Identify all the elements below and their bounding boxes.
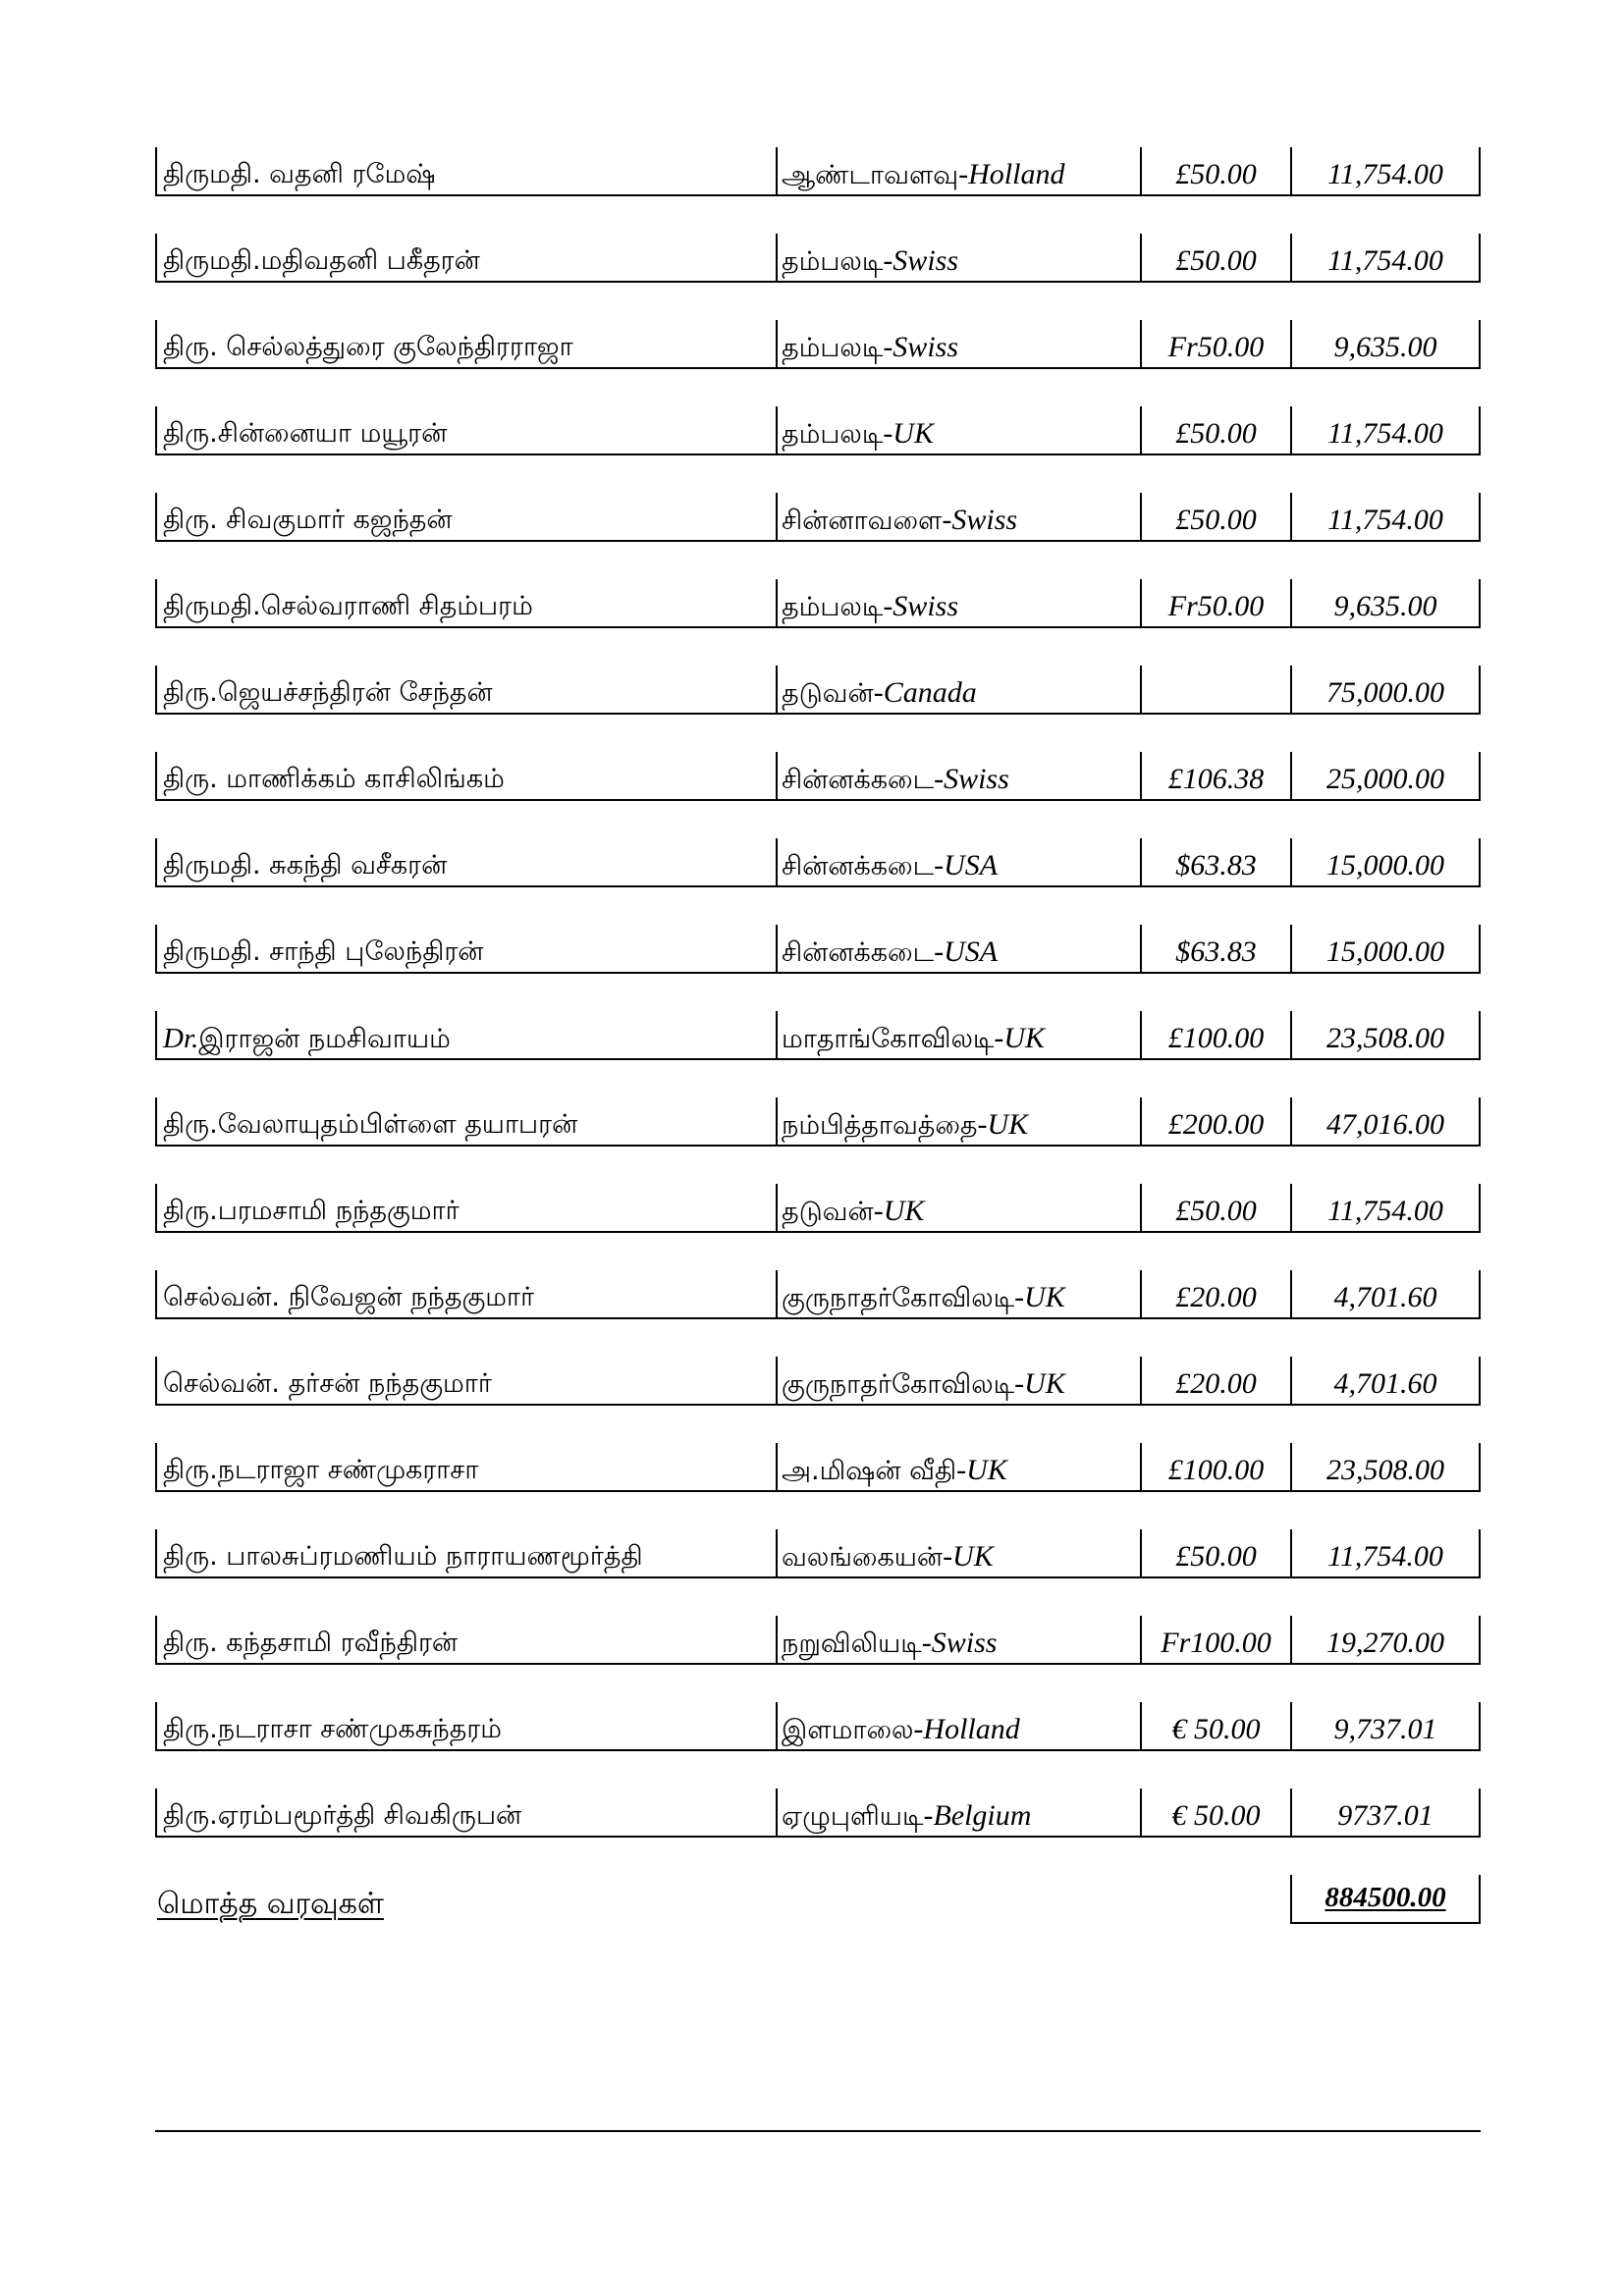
foreign-amount-cell: £106.38: [1140, 752, 1290, 799]
ledger-row: [155, 1616, 1481, 1665]
donor-country: -Swiss: [934, 763, 1009, 795]
foreign-amount-cell: £200.00: [1140, 1097, 1290, 1145]
donor-place: மாதாங்கோவிலடி: [782, 1024, 995, 1054]
donor-name-cell: [155, 666, 776, 713]
donor-place: சின்னக்கடை: [782, 765, 935, 795]
donor-country: -UK: [883, 417, 934, 450]
rupee-amount-cell: 9,635.00: [1290, 320, 1481, 367]
donor-place: வலங்கையன்: [782, 1542, 944, 1573]
donor-name: திரு. செல்லத்துரை குலேந்திரராஜா: [163, 332, 573, 362]
donor-name: திரு. சிவகுமார் கஜந்தன்: [163, 505, 453, 535]
donor-name: திரு.சின்னையா மயூரன்: [163, 418, 448, 449]
donor-name: திரு.பரமசாமி நந்தகுமார்: [163, 1196, 460, 1226]
ledger-row: [155, 838, 1481, 887]
donor-place: குருநாதர்கோவிலடி: [782, 1283, 1015, 1313]
donor-country: -Canada: [873, 676, 977, 709]
donor-country: -Holland: [913, 1713, 1020, 1745]
donor-place: சின்னாவளை: [782, 506, 943, 536]
donor-place-cell: [776, 666, 1140, 713]
donor-name: திருமதி.மதிவதனி பகீதரன்: [163, 245, 480, 276]
donor-country: -Swiss: [942, 504, 1018, 536]
donor-place-cell: [776, 1616, 1140, 1663]
donor-place-cell: [776, 1184, 1140, 1231]
rupee-amount-cell: 23,508.00: [1290, 1011, 1481, 1058]
donor-country: -UK: [943, 1540, 994, 1573]
donor-name-cell: [155, 1011, 776, 1058]
donor-place: தம்பலடி: [782, 419, 884, 450]
ledger-row: [155, 1270, 1481, 1319]
rupee-amount-cell: 23,508.00: [1290, 1443, 1481, 1490]
foreign-amount-cell: £100.00: [1140, 1011, 1290, 1058]
ledger-row: [155, 1357, 1481, 1406]
ledger-row: [155, 1702, 1481, 1751]
ledger-row: [155, 1529, 1481, 1578]
donor-name: திரு.வேலாயுதம்பிள்ளை தயாபரன்: [163, 1109, 578, 1140]
ledger-row: [155, 1443, 1481, 1492]
donor-name: திரு. பாலசுப்ரமணியம் நாராயணமூர்த்தி: [163, 1541, 643, 1572]
donor-place: தம்பலடி: [782, 333, 884, 363]
donor-place-cell: [776, 1270, 1140, 1317]
rupee-amount-cell: 4,701.60: [1290, 1357, 1481, 1404]
ledger-row: [155, 406, 1481, 455]
donation-ledger-table: [155, 147, 1481, 1924]
rupee-amount-cell: 75,000.00: [1290, 666, 1481, 713]
foreign-amount-cell: Fr100.00: [1140, 1616, 1290, 1663]
rupee-amount-cell: 9,635.00: [1290, 579, 1481, 626]
donor-name: திரு.நடராஜா சண்முகராசா: [163, 1455, 479, 1485]
rupee-amount-cell: 11,754.00: [1290, 147, 1481, 194]
donor-name: செல்வன். தர்சன் நந்தகுமார்: [163, 1368, 492, 1399]
donor-place: தம்பலடி: [782, 592, 884, 622]
rupee-amount-cell: 47,016.00: [1290, 1097, 1481, 1145]
donor-place-cell: [776, 1789, 1140, 1836]
ledger-row: [155, 1184, 1481, 1233]
donor-name: செல்வன். நிவேஜன் நந்தகுமார்: [163, 1282, 535, 1312]
donor-country: -UK: [1014, 1367, 1065, 1400]
donor-place-cell: [776, 1357, 1140, 1404]
donor-country: -USA: [934, 849, 999, 881]
rupee-amount-cell: 9,737.01: [1290, 1702, 1481, 1749]
donor-country: -UK: [994, 1022, 1046, 1054]
donor-place-cell: [776, 234, 1140, 281]
donor-place: ஆண்டாவளவு: [782, 160, 959, 190]
donor-name-cell: [155, 1357, 776, 1404]
donor-name: திருமதி. சாந்தி புலேந்திரன்: [163, 936, 484, 967]
donor-name-cell: [155, 925, 776, 972]
footer-rule: [155, 2130, 1481, 2132]
donor-country: -UK: [977, 1108, 1029, 1141]
rupee-amount-cell: 9737.01: [1290, 1789, 1481, 1836]
donor-name: இராஜன் நமசிவாயம்: [198, 1024, 451, 1054]
donor-place: சின்னக்கடை: [782, 851, 935, 881]
donor-name-cell: [155, 1184, 776, 1231]
donor-country: -Swiss: [883, 590, 958, 622]
donor-place: தடுவன்: [782, 678, 874, 709]
donor-place: ஏழுபுளியடி: [782, 1801, 924, 1832]
donor-name: திருமதி. சுகந்தி வசீகரன்: [163, 850, 448, 881]
foreign-amount-cell: £50.00: [1140, 147, 1290, 194]
donor-name-cell: [155, 1702, 776, 1749]
donor-country: -UK: [873, 1195, 925, 1227]
rupee-amount-cell: 25,000.00: [1290, 752, 1481, 799]
donor-place-cell: [776, 493, 1140, 540]
donor-place-cell: [776, 752, 1140, 799]
donor-name: திருமதி.செல்வராணி சிதம்பரம்: [163, 591, 533, 621]
ledger-row: [155, 925, 1481, 974]
ledger-row: [155, 320, 1481, 369]
foreign-amount-cell: Fr50.00: [1140, 579, 1290, 626]
ledger-row: [155, 579, 1481, 628]
ledger-row: [155, 752, 1481, 801]
rupee-amount-cell: 11,754.00: [1290, 234, 1481, 281]
donor-name-cell: [155, 752, 776, 799]
foreign-amount-cell: £50.00: [1140, 1184, 1290, 1231]
foreign-amount-cell: [1140, 666, 1290, 713]
donor-place-cell: [776, 1097, 1140, 1145]
foreign-amount-cell: £20.00: [1140, 1270, 1290, 1317]
foreign-amount-cell: £50.00: [1140, 234, 1290, 281]
rupee-amount-cell: 15,000.00: [1290, 838, 1481, 885]
donor-name: திரு. மாணிக்கம் காசிலிங்கம்: [163, 764, 505, 794]
donor-name-cell: [155, 234, 776, 281]
rupee-amount-cell: 11,754.00: [1290, 1529, 1481, 1576]
rupee-amount-cell: 11,754.00: [1290, 1184, 1481, 1231]
donor-place-cell: [776, 1011, 1140, 1058]
donor-country: -UK: [1014, 1281, 1065, 1313]
donor-place: சின்னக்கடை: [782, 937, 935, 968]
donor-country: -USA: [934, 935, 999, 968]
foreign-amount-cell: £50.00: [1140, 493, 1290, 540]
donor-place-cell: [776, 406, 1140, 454]
foreign-amount-cell: £50.00: [1140, 1529, 1290, 1576]
donor-name-cell: [155, 493, 776, 540]
donor-place: இளமாலை: [782, 1715, 914, 1745]
total-row: [155, 1875, 1481, 1924]
donor-country: -Swiss: [883, 244, 958, 277]
rupee-amount-cell: 11,754.00: [1290, 406, 1481, 454]
donor-country: -Swiss: [921, 1627, 998, 1659]
donor-name-cell: [155, 838, 776, 885]
total-amount-box: [1290, 1875, 1481, 1924]
donor-name: திரு.நடராசா சண்முகசுந்தரம்: [163, 1714, 502, 1744]
foreign-amount-cell: € 50.00: [1140, 1702, 1290, 1749]
donor-name: திருமதி. வதனி ரமேஷ்: [163, 159, 436, 189]
donor-name: திரு. கந்தசாமி ரவீந்திரன்: [163, 1628, 459, 1658]
ledger-row: [155, 666, 1481, 715]
donor-name-cell: [155, 1789, 776, 1836]
donor-place: நம்பித்தாவத்தை: [782, 1110, 978, 1141]
donor-name: திரு.ஜெயச்சந்திரன் சேந்தன்: [163, 677, 493, 708]
donor-place-cell: [776, 579, 1140, 626]
donor-name-cell: [155, 147, 776, 194]
donor-name-cell: [155, 1529, 776, 1576]
donor-place: நறுவிலியடி: [782, 1629, 922, 1659]
ledger-row: [155, 1097, 1481, 1147]
foreign-amount-cell: € 50.00: [1140, 1789, 1290, 1836]
foreign-amount-cell: £50.00: [1140, 406, 1290, 454]
rupee-amount-cell: 11,754.00: [1290, 493, 1481, 540]
foreign-amount-cell: $63.83: [1140, 838, 1290, 885]
rupee-amount-cell: 4,701.60: [1290, 1270, 1481, 1317]
donor-name-cell: [155, 1270, 776, 1317]
donor-place-cell: [776, 838, 1140, 885]
donor-place: குருநாதர்கோவிலடி: [782, 1369, 1015, 1400]
donor-place: அ.மிஷன் வீதி: [782, 1456, 957, 1486]
donor-name: திரு.ஏரம்பமூர்த்தி சிவகிருபன்: [163, 1800, 522, 1831]
ledger-row: [155, 493, 1481, 542]
ledger-row: [155, 1789, 1481, 1838]
donor-place-cell: [776, 147, 1140, 194]
donor-country: -Holland: [958, 158, 1065, 190]
rupee-amount-cell: 19,270.00: [1290, 1616, 1481, 1663]
donor-name-cell: [155, 406, 776, 454]
donor-place-cell: [776, 320, 1140, 367]
donor-place-cell: [776, 1443, 1140, 1490]
total-label: மொத்த வரவுகள்: [157, 1887, 384, 1921]
total-amount: 884500.00: [1325, 1882, 1446, 1913]
donor-name-cell: [155, 579, 776, 626]
rupee-amount-cell: 15,000.00: [1290, 925, 1481, 972]
donor-name-cell: [155, 1616, 776, 1663]
foreign-amount-cell: $63.83: [1140, 925, 1290, 972]
donor-title-prefix: Dr.: [163, 1023, 199, 1054]
donor-place-cell: [776, 925, 1140, 972]
donor-place: தம்பலடி: [782, 246, 884, 277]
foreign-amount-cell: £20.00: [1140, 1357, 1290, 1404]
ledger-row: [155, 234, 1481, 283]
donor-country: -Swiss: [883, 331, 958, 363]
donor-place: தடுவன்: [782, 1197, 874, 1227]
donor-place-cell: [776, 1702, 1140, 1749]
ledger-row: [155, 147, 1481, 196]
foreign-amount-cell: £100.00: [1140, 1443, 1290, 1490]
foreign-amount-cell: Fr50.00: [1140, 320, 1290, 367]
donor-country: -Belgium: [923, 1799, 1032, 1832]
ledger-row: [155, 1011, 1481, 1060]
donor-name-cell: [155, 320, 776, 367]
donor-name-cell: [155, 1097, 776, 1145]
donor-place-cell: [776, 1529, 1140, 1576]
donor-name-cell: [155, 1443, 776, 1490]
donor-country: -UK: [956, 1454, 1007, 1486]
